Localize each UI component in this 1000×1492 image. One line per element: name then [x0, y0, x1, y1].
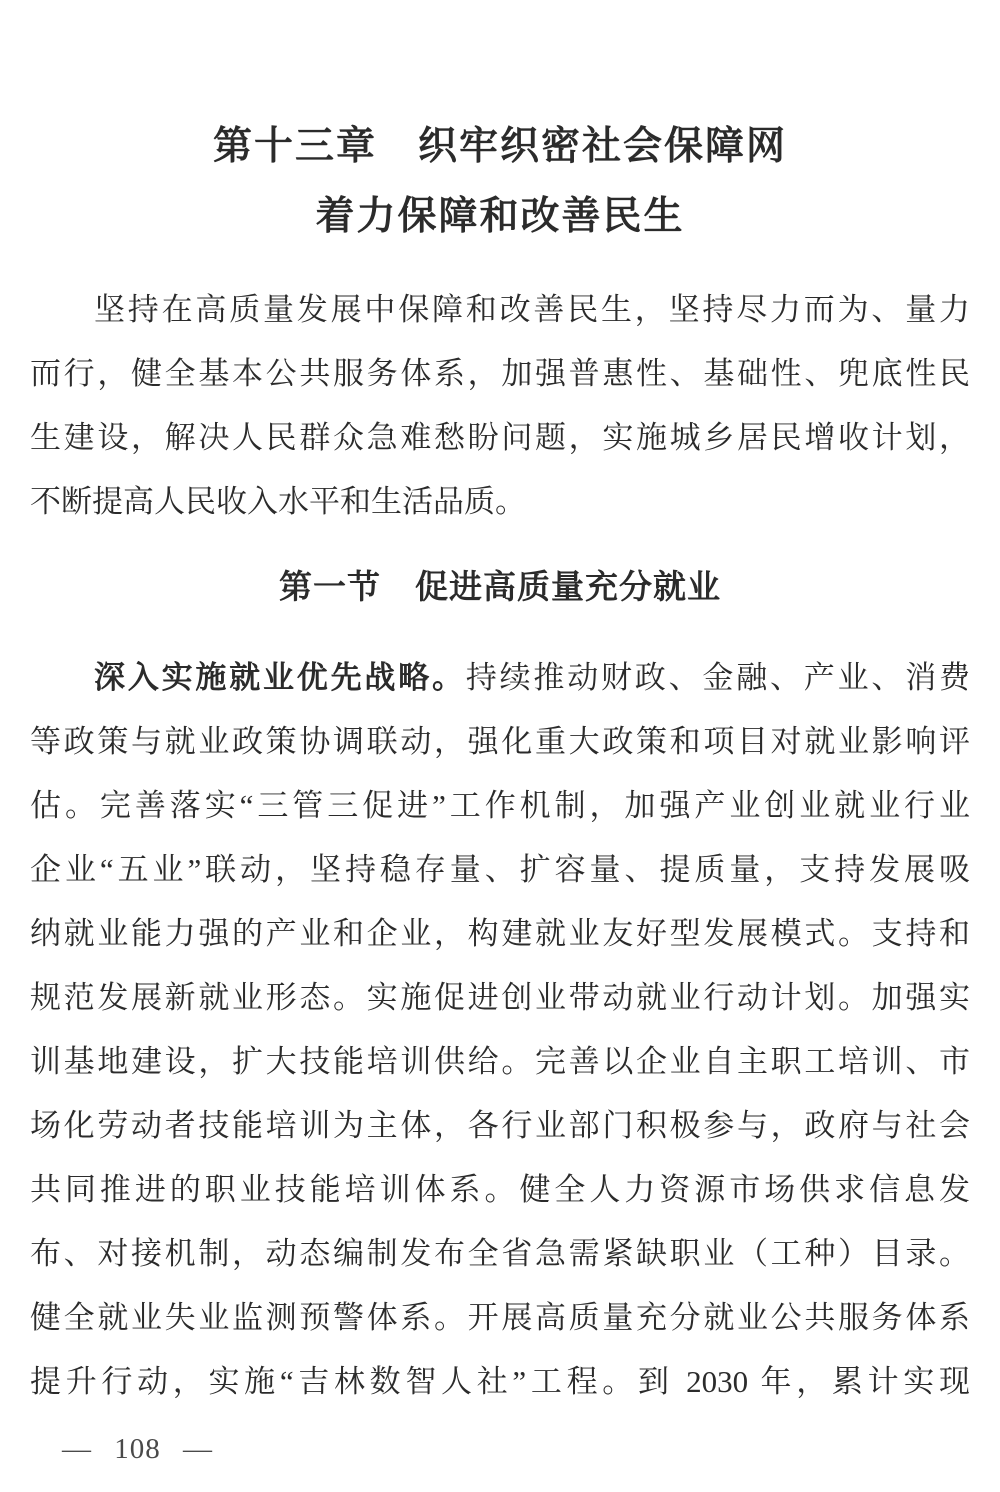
- page-number: — 108 —: [62, 1433, 213, 1465]
- chapter-title: [30, 0, 970, 252]
- body-line: 场化劳动者技能培训为主体，各行业部门积极参与，政府与社会: [30, 1108, 970, 1143]
- body-line: 纳就业能力强的产业和企业，构建就业友好型发展模式。支持和: [30, 916, 970, 951]
- intro-line: 生建设，解决人民群众急难愁盼问题，实施城乡居民增收计划，: [30, 420, 970, 455]
- body-line: 布、对接机制，动态编制发布全省急需紧缺职业（工种）目录。: [30, 1236, 970, 1271]
- body-line: 提升行动，实施“吉林数智人社”工程。到 2030 年，累计实现: [30, 1364, 970, 1399]
- intro-paragraph: [30, 278, 970, 534]
- body-line: 企业“五业”联动，坚持稳存量、扩容量、提质量，支持发展吸: [30, 852, 970, 887]
- intro-line: 坚持在高质量发展中保障和改善民生，坚持尽力而为、量力: [94, 292, 970, 327]
- body-line: 规范发展新就业形态。实施促进创业带动就业行动计划。加强实: [30, 980, 970, 1015]
- chapter-title-line2: 着力保障和改善民生: [315, 195, 685, 238]
- body-line: 训基地建设，扩大技能培训供给。完善以企业自主职工培训、市: [30, 1044, 970, 1079]
- body-line: 共同推进的职业技能培训体系。健全人力资源市场供求信息发: [30, 1172, 970, 1207]
- body-lead-bold: 深入实施就业优先战略。: [94, 660, 466, 695]
- section-title: 第一节 促进高质量充分就业: [279, 568, 721, 605]
- body-line-rest: 持续推动财政、金融、产业、消费: [465, 660, 971, 695]
- chapter-title-line1: 第十三章 织牢织密社会保障网: [212, 125, 787, 168]
- intro-line: 不断提高人民收入水平和生活品质。: [30, 484, 526, 519]
- body-paragraph: [30, 646, 970, 1414]
- intro-line: 而行，健全基本公共服务体系，加强普惠性、基础性、兜底性民: [30, 356, 970, 391]
- body-line: 健全就业失业监测预警体系。开展高质量充分就业公共服务体系: [30, 1300, 970, 1335]
- body-line: 等政策与就业政策协调联动，强化重大政策和项目对就业影响评: [30, 724, 970, 759]
- body-line: 估。完善落实“三管三促进”工作机制，加强产业创业就业行业: [30, 788, 970, 823]
- body-line: [30, 646, 970, 710]
